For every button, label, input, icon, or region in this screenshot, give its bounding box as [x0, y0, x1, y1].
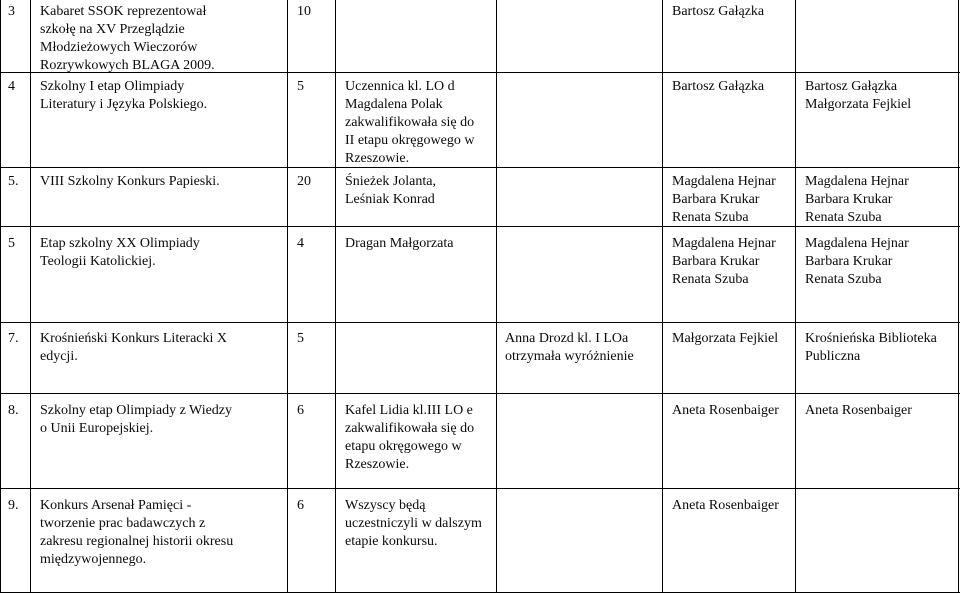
grid-line	[0, 167, 960, 168]
grid-line	[0, 488, 960, 489]
competition-name: Etap szkolny XX Olimpiady Teologii Katolickiej.	[40, 236, 200, 269]
tutor: Bartosz Gałązka	[672, 4, 765, 19]
participant-count: 20	[297, 174, 311, 189]
grid-line	[0, 322, 960, 323]
row-number: 8.	[8, 403, 19, 418]
place: Anna Drozd kl. I LOa otrzymała wyróżnienie	[505, 331, 634, 364]
competition-name: Konkurs Arsenał Pamięci - tworzenie prac badawczych z zakresu regionalnej historii okresu międzywojennego.	[40, 498, 234, 567]
tutor: Bartosz Gałązka	[672, 79, 765, 94]
grid-line	[795, 0, 796, 593]
winners: Śnieżek Jolanta, Leśniak Konrad	[345, 174, 436, 207]
grid-line	[30, 0, 31, 593]
participant-count: 4	[297, 236, 304, 251]
row-number: 3	[8, 4, 15, 19]
tutor: Aneta Rosenbaiger	[672, 498, 779, 513]
grid-line	[0, 393, 960, 394]
row-number: 9.	[8, 498, 19, 513]
organizer: Krośnieńska Biblioteka Publiczna	[805, 331, 937, 364]
tutor: Aneta Rosenbaiger	[672, 403, 779, 418]
organizer: Bartosz Gałązka Małgorzata Fejkiel	[805, 79, 912, 112]
winners: Kafel Lidia kl.III LO e zakwalifikowała się do etapu okręgowego w Rzeszowie.	[345, 403, 475, 472]
winners: Uczennica kl. LO d Magdalena Polak zakwalifikowała się do II etapu okręgowego w Rzeszowie.	[345, 79, 475, 166]
participant-count: 6	[297, 498, 304, 513]
row-number: 5.	[8, 174, 19, 189]
row-number: 4	[8, 79, 15, 94]
participant-count: 5	[297, 79, 304, 94]
competition-name: VIII Szkolny Konkurs Papieski.	[40, 174, 220, 189]
participant-count: 6	[297, 403, 304, 418]
tutor: Magdalena Hejnar Barbara Krukar Renata Szuba	[672, 174, 776, 225]
winners: Wszyscy będą uczestniczyli w dalszym etapie konkursu.	[345, 498, 482, 549]
competition-name: Szkolny etap Olimpiady z Wiedzy o Unii Europejskiej.	[40, 403, 233, 436]
competition-name: Krośnieński Konkurs Literacki X edycji.	[40, 331, 228, 364]
organizer: Magdalena Hejnar Barbara Krukar Renata Szuba	[805, 236, 909, 287]
grid-line	[335, 0, 336, 593]
competition-name: Szkolny I etap Olimpiady Literatury i Języka Polskiego.	[40, 79, 208, 112]
grid-line	[496, 0, 497, 593]
grid-line	[287, 0, 288, 593]
grid-line	[662, 0, 663, 593]
organizer: Magdalena Hejnar Barbara Krukar Renata Szuba	[805, 174, 909, 225]
grid-line	[958, 0, 959, 593]
tutor: Małgorzata Fejkiel	[672, 331, 779, 346]
winners: Dragan Małgorzata	[345, 236, 454, 251]
tutor: Magdalena Hejnar Barbara Krukar Renata Szuba	[672, 236, 776, 287]
participant-count: 10	[297, 4, 311, 19]
organizer: Aneta Rosenbaiger	[805, 403, 912, 418]
row-number: 5	[8, 236, 15, 251]
competition-name: Kabaret SSOK reprezentował szkołę na XV Przeglądzie Młodzieżowych Wieczorów Rozrywkowych BLAGA 2009.	[40, 4, 215, 73]
participant-count: 5	[297, 331, 304, 346]
grid-line	[0, 0, 1, 593]
row-number: 7.	[8, 331, 19, 346]
